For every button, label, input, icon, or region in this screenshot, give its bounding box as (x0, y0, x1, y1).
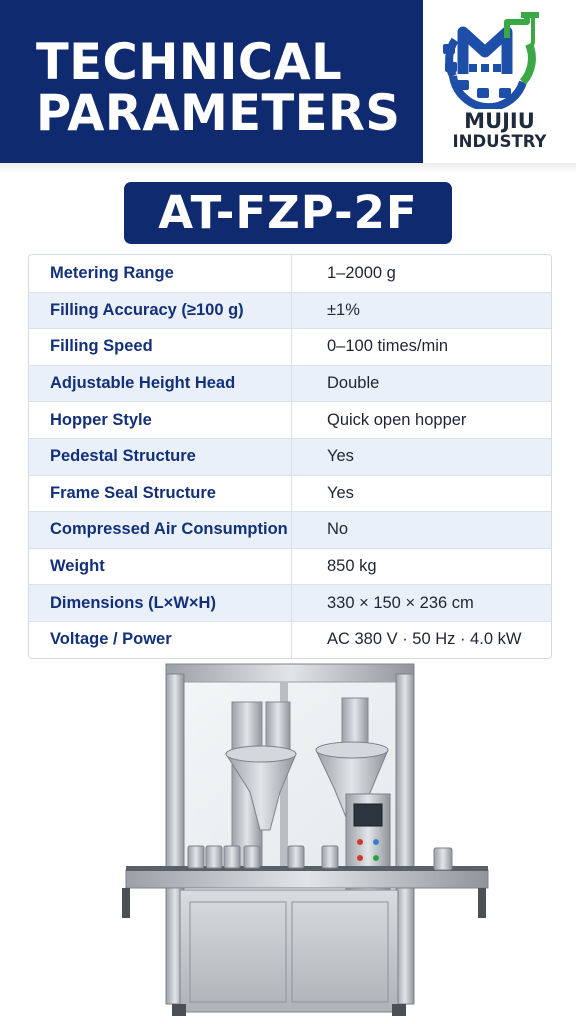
table-row (29, 255, 551, 292)
spec-label: Adjustable Height Head (29, 366, 292, 402)
title-panel (0, 0, 423, 163)
page-title-line-1: TECHNICAL (36, 33, 343, 91)
table-row (29, 621, 551, 658)
spec-value: Yes (327, 447, 354, 466)
table-row (29, 365, 551, 402)
spec-value: ±1% (327, 300, 360, 319)
page-title-line-2: PARAMETERS (36, 84, 401, 142)
spec-label: Metering Range (29, 255, 292, 292)
spec-value: AC 380 V · 50 Hz · 4.0 kW (327, 630, 522, 649)
spec-label: Filling Speed (29, 329, 292, 365)
spec-label: Weight (29, 549, 292, 585)
header (0, 0, 576, 163)
spec-value: No (327, 520, 349, 539)
spec-label: Pedestal Structure (29, 439, 292, 475)
model-badge: AT-FZP-2F (124, 182, 452, 244)
spec-label: Filling Accuracy (≥100 g) (29, 293, 292, 329)
spec-table (28, 254, 552, 659)
brand-name: MUJIU (464, 109, 535, 133)
spec-value: 1–2000 g (327, 263, 396, 282)
table-row (29, 292, 551, 329)
table-row (29, 475, 551, 512)
filling-machine-illustration (120, 662, 490, 1024)
gear-m-crane-logo-icon (423, 4, 576, 109)
table-row (29, 511, 551, 548)
header-divider (0, 163, 576, 173)
spec-label: Voltage / Power (29, 622, 292, 658)
spec-value: Double (327, 374, 380, 393)
table-row (29, 438, 551, 475)
brand-sub: INDUSTRY (452, 132, 547, 151)
spec-label: Dimensions (L×W×H) (29, 585, 292, 621)
spec-value: 0–100 times/min (327, 337, 449, 356)
spec-label: Frame Seal Structure (29, 476, 292, 512)
spec-value: Quick open hopper (327, 410, 467, 429)
spec-value: Yes (327, 483, 354, 502)
brand-logo (423, 0, 576, 163)
spec-label: Compressed Air Consumption (29, 512, 292, 548)
spec-label: Hopper Style (29, 402, 292, 438)
table-row (29, 328, 551, 365)
table-row (29, 548, 551, 585)
spec-value: 850 kg (327, 557, 377, 576)
table-row (29, 401, 551, 438)
table-row (29, 584, 551, 621)
spec-value: 330 × 150 × 236 cm (327, 593, 474, 612)
